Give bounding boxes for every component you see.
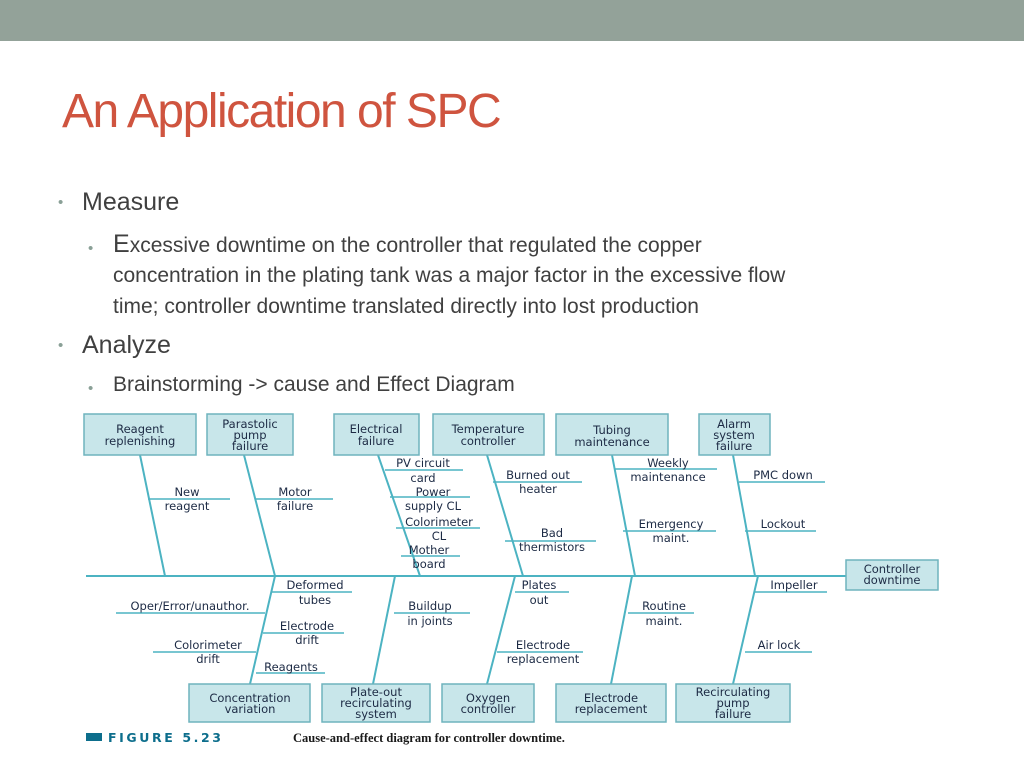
cause-routine-2: maint.	[645, 614, 683, 628]
cause-pmc-down: PMC down	[753, 468, 813, 482]
cause-box-oxygen-controller	[442, 684, 534, 722]
bullet-label: Measure	[82, 188, 180, 216]
cause-new-reagent: New	[174, 485, 200, 499]
cause-colorimeter-cl-2: CL	[431, 529, 447, 543]
cause-bad-thermistors: Bad	[540, 526, 564, 540]
sub-bullet-line-3: time; controller downtime translated directly into lost production	[113, 295, 699, 318]
svg-text:Tubing: Tubing	[593, 423, 631, 437]
cause-electrode-drift-2: drift	[295, 633, 319, 647]
svg-text:failure: failure	[231, 439, 269, 453]
cause-buildup-2: in joints	[407, 614, 453, 628]
cause-colorimeter-drift: Colorimeter	[174, 638, 242, 652]
svg-text:controller: controller	[460, 434, 516, 448]
bone-oxygen	[487, 576, 515, 684]
svg-text:Recirculating: Recirculating	[695, 685, 771, 699]
svg-text:Controller: Controller	[863, 562, 921, 576]
cause-weekly-2: maintenance	[630, 470, 706, 484]
cause-mother-board: Mother	[408, 543, 450, 557]
cause-colorimeter-cl: Colorimeter	[405, 515, 473, 529]
cause-emergency-2: maint.	[652, 531, 690, 545]
svg-text:failure: failure	[714, 707, 752, 721]
svg-text:pump: pump	[716, 696, 750, 710]
sub-bullet-line-1: Excessive downtime on the controller that regulated the copper	[113, 230, 702, 258]
cause-new-reagent-2: reagent	[164, 499, 210, 513]
svg-text:Plate-out: Plate-out	[350, 685, 402, 699]
cause-bad-thermistors-2: thermistors	[518, 540, 586, 554]
cause-power-2: supply CL	[405, 499, 461, 513]
cause-pv-circuit-2: card	[410, 471, 436, 485]
svg-text:variation: variation	[224, 702, 276, 716]
cause-box-alarm-system	[699, 414, 770, 455]
figure-marker-icon	[86, 733, 102, 741]
bullet-dot-icon: •	[88, 380, 94, 397]
svg-text:failure: failure	[357, 434, 395, 448]
svg-text:controller: controller	[460, 702, 516, 716]
bone-electrode	[611, 576, 632, 684]
svg-text:maintenance: maintenance	[574, 435, 650, 449]
cause-box-recirculating-pump	[676, 684, 790, 722]
svg-text:recirculating: recirculating	[340, 696, 412, 710]
svg-text:Electrical: Electrical	[349, 422, 403, 436]
cause-emergency: Emergency	[638, 517, 704, 531]
cause-air-lock: Air lock	[757, 638, 801, 652]
cause-plates-out-2: out	[529, 593, 549, 607]
bullet-dot-icon: •	[88, 240, 94, 257]
cause-burned-out: Burned out	[506, 468, 570, 482]
cause-reagents: Reagents	[264, 660, 318, 674]
cause-box-reagent-replenishing	[84, 414, 196, 455]
svg-text:Reagent: Reagent	[116, 422, 164, 436]
cause-lockout: Lockout	[760, 517, 806, 531]
cause-power: Power	[415, 485, 451, 499]
svg-text:Alarm: Alarm	[717, 417, 751, 431]
svg-text:downtime: downtime	[863, 573, 921, 587]
svg-text:Concentration: Concentration	[209, 691, 291, 705]
cause-electrode-replacement-2: replacement	[506, 652, 580, 666]
effect-box-controller-downtime	[846, 560, 938, 590]
cause-routine: Routine	[642, 599, 686, 613]
cause-impeller: Impeller	[770, 578, 818, 592]
cause-electrode-replacement: Electrode	[515, 638, 571, 652]
cause-electrode-drift: Electrode	[279, 619, 335, 633]
cause-box-concentration-variation	[189, 684, 310, 722]
cause-oper-error: Oper/Error/unauthor.	[130, 599, 250, 613]
svg-text:pump: pump	[233, 428, 267, 442]
svg-text:system: system	[713, 428, 755, 442]
cause-plates-out: Plates	[521, 578, 557, 592]
svg-text:Parastolic: Parastolic	[222, 417, 278, 431]
bullet-dot-icon: •	[58, 337, 64, 354]
cause-pv-circuit: PV circuit	[396, 456, 450, 470]
slide-title: An Application of SPC	[62, 85, 501, 138]
cause-motor: Motor	[278, 485, 312, 499]
cause-motor-2: failure	[276, 499, 314, 513]
cause-box-electrode-replacement	[556, 684, 666, 722]
svg-text:replacement: replacement	[574, 702, 648, 716]
cause-deformed-2: tubes	[298, 593, 332, 607]
cause-box-plate-out	[322, 684, 430, 722]
figure-caption: Cause-and-effect diagram for controller downtime.	[293, 731, 565, 745]
cause-mother-board-2: board	[412, 557, 446, 571]
sub-bullet-line-2: concentration in the plating tank was a major factor in the excessive flow	[113, 264, 786, 287]
cause-box-temperature-controller	[433, 414, 544, 455]
svg-text:failure: failure	[715, 439, 753, 453]
cause-box-tubing-maintenance	[556, 414, 668, 455]
cause-deformed: Deformed	[286, 578, 344, 592]
svg-text:Oxygen: Oxygen	[465, 691, 511, 705]
svg-text:replenishing: replenishing	[104, 434, 176, 448]
bone-pump	[244, 455, 275, 576]
cause-box-electrical-failure	[334, 414, 419, 455]
bullet-dot-icon: •	[58, 194, 64, 211]
svg-text:Temperature: Temperature	[451, 422, 525, 436]
svg-text:Electrode: Electrode	[583, 691, 639, 705]
cause-weekly: Weekly	[647, 456, 689, 470]
bullet-label: Analyze	[82, 331, 171, 359]
bone-plateout	[373, 576, 395, 684]
sub-bullet-text: Brainstorming -> cause and Effect Diagram	[113, 373, 515, 396]
cause-buildup: Buildup	[408, 599, 452, 613]
bone-alarm	[733, 455, 755, 576]
cause-burned-out-2: heater	[519, 482, 557, 496]
bone-reagent	[140, 455, 165, 576]
bone-recirculating	[733, 576, 758, 684]
cause-colorimeter-drift-2: drift	[196, 652, 220, 666]
cause-box-parastolic-pump	[207, 414, 293, 455]
figure-label: FIGURE 5.23	[108, 730, 224, 745]
svg-text:system: system	[355, 707, 397, 721]
